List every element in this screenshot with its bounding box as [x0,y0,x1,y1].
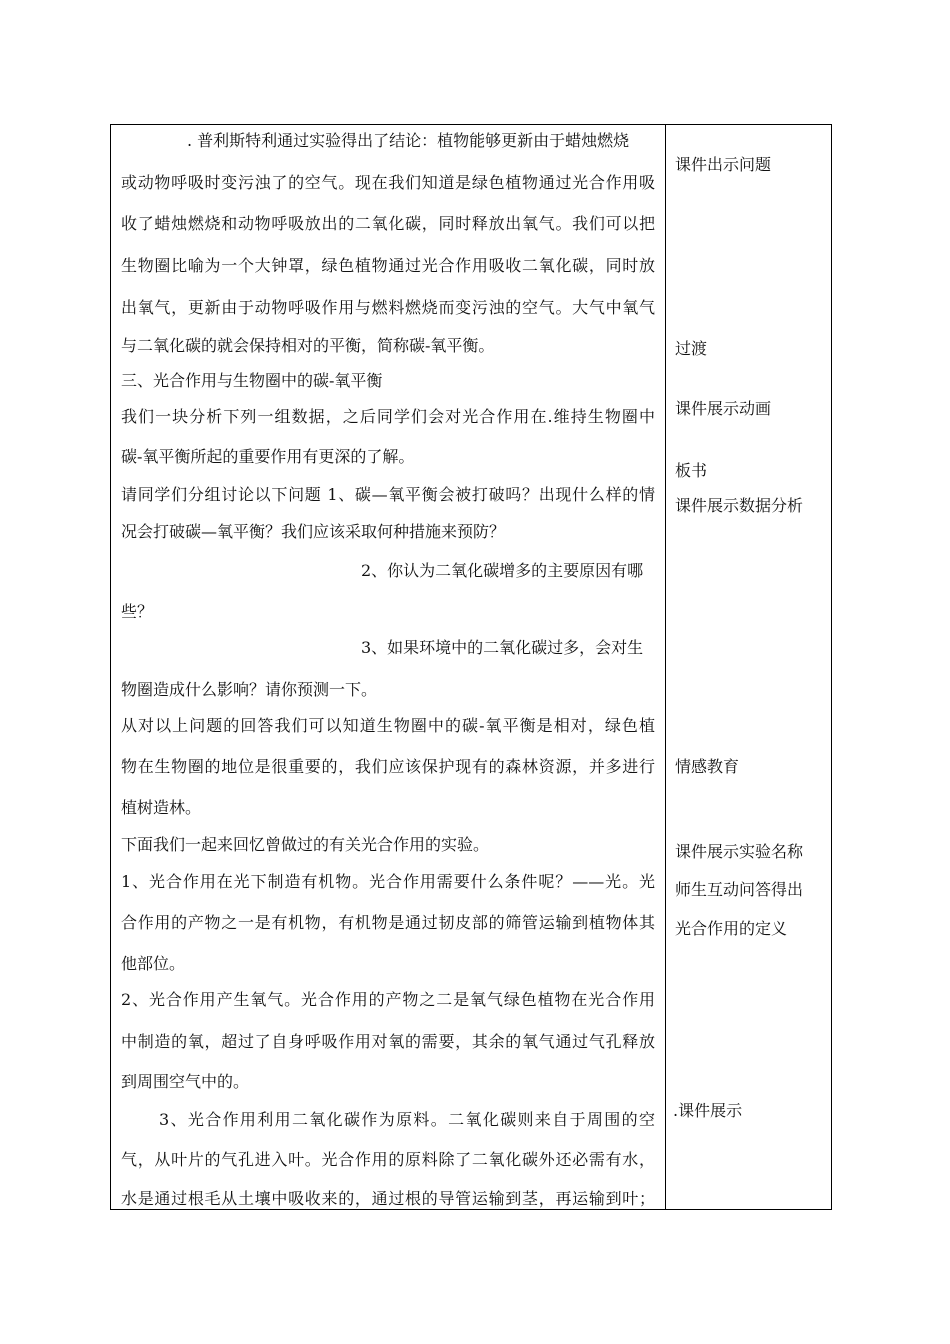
text-line: 些？ [121,602,154,621]
text-line: 水是通过根毛从土壤中吸收来的，通过根的导管运输到茎，再运输到叶； [121,1189,655,1208]
text-line: 出氧气，更新由于动物呼吸作用与燃料燃烧而变污浊的空气。大气中氧气 [121,298,655,317]
text-line: 合作用的产物之一是有机物，有机物是通过韧皮部的筛管运输到植物体其 [121,913,655,932]
text-line: 植树造林。 [121,798,202,817]
text-line: 从对以上问题的回答我们可以知道生物圈中的碳-氧平衡是相对，绿色植 [121,716,655,735]
text-line: 我们一块分析下列一组数据，之后同学们会对光合作用在.维持生物圈中 [121,407,655,426]
note-item: 情感教育 [675,757,740,776]
text-line: 3、如果环境中的二氧化碳过多，会对生 [361,638,644,657]
text-line: 收了蜡烛燃烧和动物呼吸放出的二氧化碳，同时释放出氧气。我们可以把 [121,214,655,233]
text-line: 气，从叶片的气孔进入叶。光合作用的原料除了二氧化碳外还必需有水， [121,1150,655,1169]
text-line: 物圈造成什么影响？请你预测一下。 [121,680,378,699]
note-item: .课件展示 [673,1101,743,1120]
note-item: 课件展示动画 [675,399,772,418]
note-item: 课件展示数据分析 [675,496,804,515]
teaching-notes-column [666,125,832,1209]
text-line: 1、光合作用在光下制造有机物。光合作用需要什么条件呢？——光。光 [121,872,655,891]
text-line: 生物圈比喻为一个大钟罩，绿色植物通过光合作用吸收二氧化碳，同时放 [121,256,655,275]
lesson-table [110,124,832,1210]
note-item: 过渡 [675,339,708,358]
text-line: 或动物呼吸时变污浊了的空气。现在我们知道是绿色植物通过光合作用吸 [121,173,655,192]
text-line: 他部位。 [121,954,186,973]
text-line: 物在生物圈的地位是很重要的，我们应该保护现有的森林资源，并多进行 [121,757,655,776]
text-line: 2、光合作用产生氧气。光合作用的产物之二是氧气绿色植物在光合作用 [121,990,655,1009]
note-item: 光合作用的定义 [675,919,788,938]
text-line: 2、你认为二氧化碳增多的主要原因有哪 [361,561,644,580]
text-line: 请同学们分组讨论以下问题 1、碳—氧平衡会被打破吗？出现什么样的情 [121,485,655,504]
text-line: 下面我们一起来回忆曾做过的有关光合作用的实验。 [121,835,490,854]
text-line: 中制造的氧，超过了自身呼吸作用对氧的需要，其余的氧气通过气孔释放 [121,1032,655,1051]
note-item: 板书 [675,461,708,480]
note-item: 课件出示问题 [675,155,772,174]
text-line: 碳-氧平衡所起的重要作用有更深的了解。 [121,447,415,466]
note-item: 师生互动问答得出 [675,880,804,899]
section-heading: 三、光合作用与生物圈中的碳-氧平衡 [121,371,383,390]
text-line: 到周围空气中的。 [121,1072,250,1091]
text-line: . 普利斯特利通过实验得出了结论：植物能够更新由于蜡烛燃烧 [187,131,630,150]
text-line: 况会打破碳—氧平衡？我们应该采取何种措施来预防？ [121,522,506,541]
note-item: 课件展示实验名称 [675,842,804,861]
text-line: 与二氧化碳的就会保持相对的平衡，简称碳-氧平衡。 [121,336,495,355]
text-line: 3、光合作用利用二氧化碳作为原料。二氧化碳则来自于周围的空 [159,1110,655,1129]
